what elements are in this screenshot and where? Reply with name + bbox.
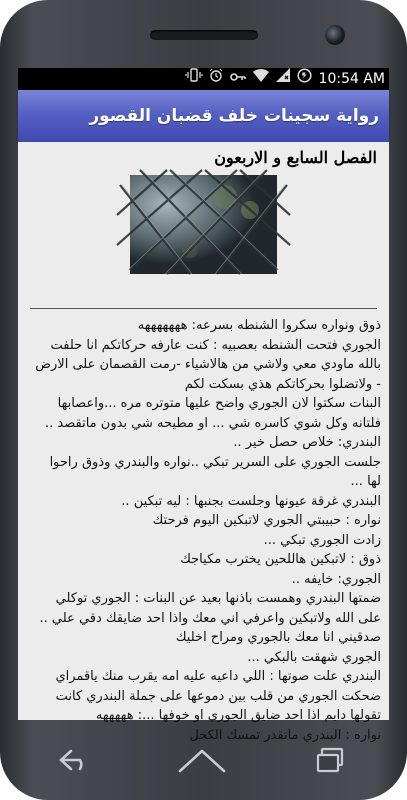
status-icons (186, 68, 385, 90)
story-line: نواره : البندري ماتقدر تمسك الكحل (189, 727, 381, 743)
no-sim-icon (276, 68, 290, 90)
story-line: البندري غرقة عيونها وجلست بجنبها : ليه تبكين .. (121, 493, 381, 509)
story-line: الجوري فتحت الشنطه بعصبيه : كنت عارفه حركاتكم انا حلفت (50, 337, 381, 353)
story-line: البنات سكتوا لان الجوري واضح عليها متوتره مره ...واعصابها (57, 396, 381, 411)
story-line: على الله ولاتبكين واعرفي اني معك واذا احد ضايقك دقي علي .. (39, 610, 381, 626)
story-line: الجوري شهقت بالبكي ... (247, 649, 381, 665)
recent-apps-button[interactable] (311, 742, 351, 778)
story-line: ضحكت الجوري من قلب بين دموعها على جملة البندري كانت (55, 688, 381, 704)
status-clock: 10:54 AM (318, 71, 385, 87)
story-line: البندري علت صوتها : اللي داعيه عليه امه يقرب منك ياقمراي (55, 669, 381, 684)
story-line: صدقيني انا معك بالجوري ومراح اخليك (175, 630, 381, 645)
story-line: جلست الجوري على السرير تبكي ..نواره والبندري وذوق راحوا (49, 454, 381, 470)
chapter-content[interactable] (18, 142, 389, 743)
alarm-icon (209, 68, 223, 90)
app-title: رواية سجينات خلف قضبان القصور (89, 106, 379, 126)
hardware-nav-bar (0, 720, 407, 800)
wifi-icon (253, 68, 269, 90)
story-line: لها ... (350, 474, 381, 489)
content-divider (30, 308, 377, 309)
front-camera (325, 25, 345, 45)
story-line: نواره : حبيبتي الجوري لاتبكين اليوم فرحتك (152, 513, 381, 528)
story-line: زادت الجوري تبكي ... (263, 532, 381, 548)
battery-icon (297, 68, 312, 91)
screen (18, 68, 389, 743)
chapter-title: الفصل السابع و الاربعون (214, 148, 377, 167)
home-button[interactable] (170, 742, 234, 778)
story-line: فلتانه وكل شوي كاسره شي ... او مطيحه شي بدون ماتقصد .. (45, 415, 381, 431)
back-button[interactable] (56, 742, 96, 778)
story-text (26, 316, 381, 745)
story-line: بالله ماودي معي ولاشي من هالاشياء -رمت القصمان على الارض (35, 357, 381, 372)
key-icon (230, 68, 246, 90)
story-line: ذوق : لاتبكين هاللحين يخترب مكياجك (180, 552, 381, 567)
story-line: ذوق ونواره سكروا الشنطه بسرعه: هههههههه (137, 318, 381, 333)
fence-photo (130, 175, 277, 274)
story-line: تقولها دايم اذا احد ضايق الجوري او خوفها ...: هههههه (95, 708, 381, 723)
app-bar (18, 90, 389, 142)
story-line: الجوري: خايفه .. (291, 571, 381, 587)
story-line: ضمتها البندري وهمست باذنها بعيد عن البنات : الجوري توكلي (55, 591, 381, 606)
story-line: البندري: خلاص حصل خير .. (233, 435, 381, 450)
story-line: - ولاتضلوا بحركاتكم هذي بسكت لكم (184, 376, 381, 392)
vibrate-icon (186, 68, 202, 90)
earpiece-speaker (150, 30, 258, 40)
status-bar (18, 68, 389, 90)
